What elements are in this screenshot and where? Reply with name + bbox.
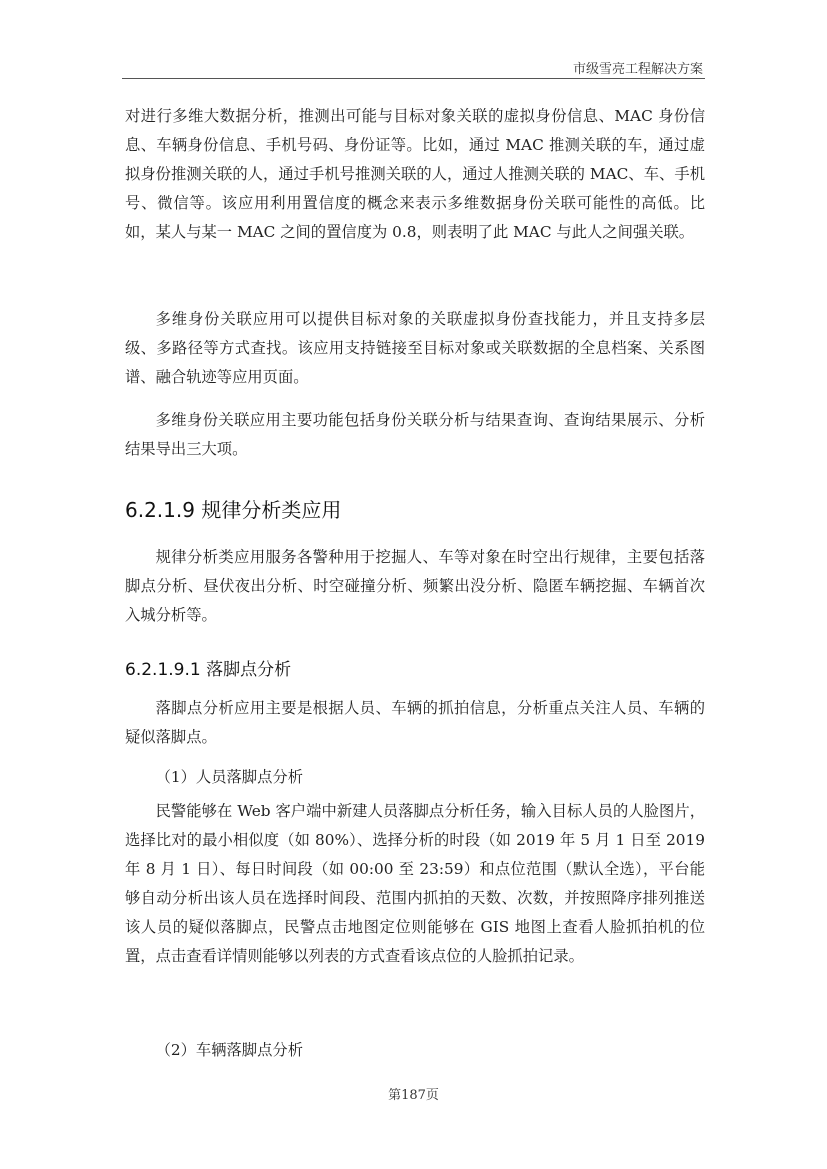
page-number: 第187页 bbox=[388, 1088, 439, 1103]
paragraph-foothold-intro: 落脚点分析应用主要是根据人员、车辆的抓拍信息，分析重点关注人员、车辆的疑似落脚点。 bbox=[125, 699, 705, 746]
header-rule bbox=[122, 78, 705, 79]
list-item-vehicle-foothold: （2）车辆落脚点分析 bbox=[155, 1041, 303, 1059]
paragraph-pattern-analysis: 规律分析类应用服务各警种用于挖掘人、车等对象在时空出行规律，主要包括落脚点分析、昼伏夜出分析、时空碰撞分析、频繁出没分析、隐匿车辆挖掘、车辆首次入城分析等。 bbox=[125, 548, 705, 624]
section-heading-pattern-analysis: 6.2.1.9 规律分析类应用 bbox=[125, 498, 342, 522]
running-header: 市级雪亮工程解决方案 bbox=[572, 62, 703, 77]
paragraph-identity-analysis: 对进行多维大数据分析，推测出可能与目标对象关联的虚拟身份信息、MAC 身份信息、车辆身份信息、手机号码、身份证等。比如，通过 MAC 推测关联的车，通过虚拟身份推测关联的人，通过手机号推测关联的人，通过人推测关联的 MAC、车、手机号、微信等。该应用利用置信度的概念来表示多维数据身份关联可能性的高低。比如，某人与某一 MAC 之间的置信度为 0.8，则表明了此 MAC 与此人之间强关联。 bbox=[125, 107, 705, 241]
paragraph-person-foothold: 民警能够在 Web 客户端中新建人员落脚点分析任务，输入目标人员的人脸图片，选择比对的最小相似度（如 80%）、选择分析的时段（如 2019 年 5 月 1 日至 2019 年 8 月 1 日）、每日时间段（如 00:00 至 23:59）和点位范围（默认全选），平台能够自动分析出该人员在选择时间段、范围内抓拍的天数、次数，并按照降序排列推送该人员的疑似落脚点，民警点击地图定位则能够在 GIS 地图上查看人脸抓拍机的位置，点击查看详情则能够以列表的方式查看该点位的人脸抓拍记录。 bbox=[125, 802, 705, 965]
paragraph-identity-functions: 多维身份关联应用主要功能包括身份关联分析与结果查询、查询结果展示、分析结果导出三大项。 bbox=[125, 411, 705, 458]
subsection-heading-foothold: 6.2.1.9.1 落脚点分析 bbox=[125, 660, 292, 680]
paragraph-identity-lookup: 多维身份关联应用可以提供目标对象的关联虚拟身份查找能力，并且支持多层级、多路径等方式查找。该应用支持链接至目标对象或关联数据的全息档案、关系图谱、融合轨迹等应用页面。 bbox=[125, 310, 705, 386]
list-item-person-foothold: （1）人员落脚点分析 bbox=[155, 768, 303, 786]
